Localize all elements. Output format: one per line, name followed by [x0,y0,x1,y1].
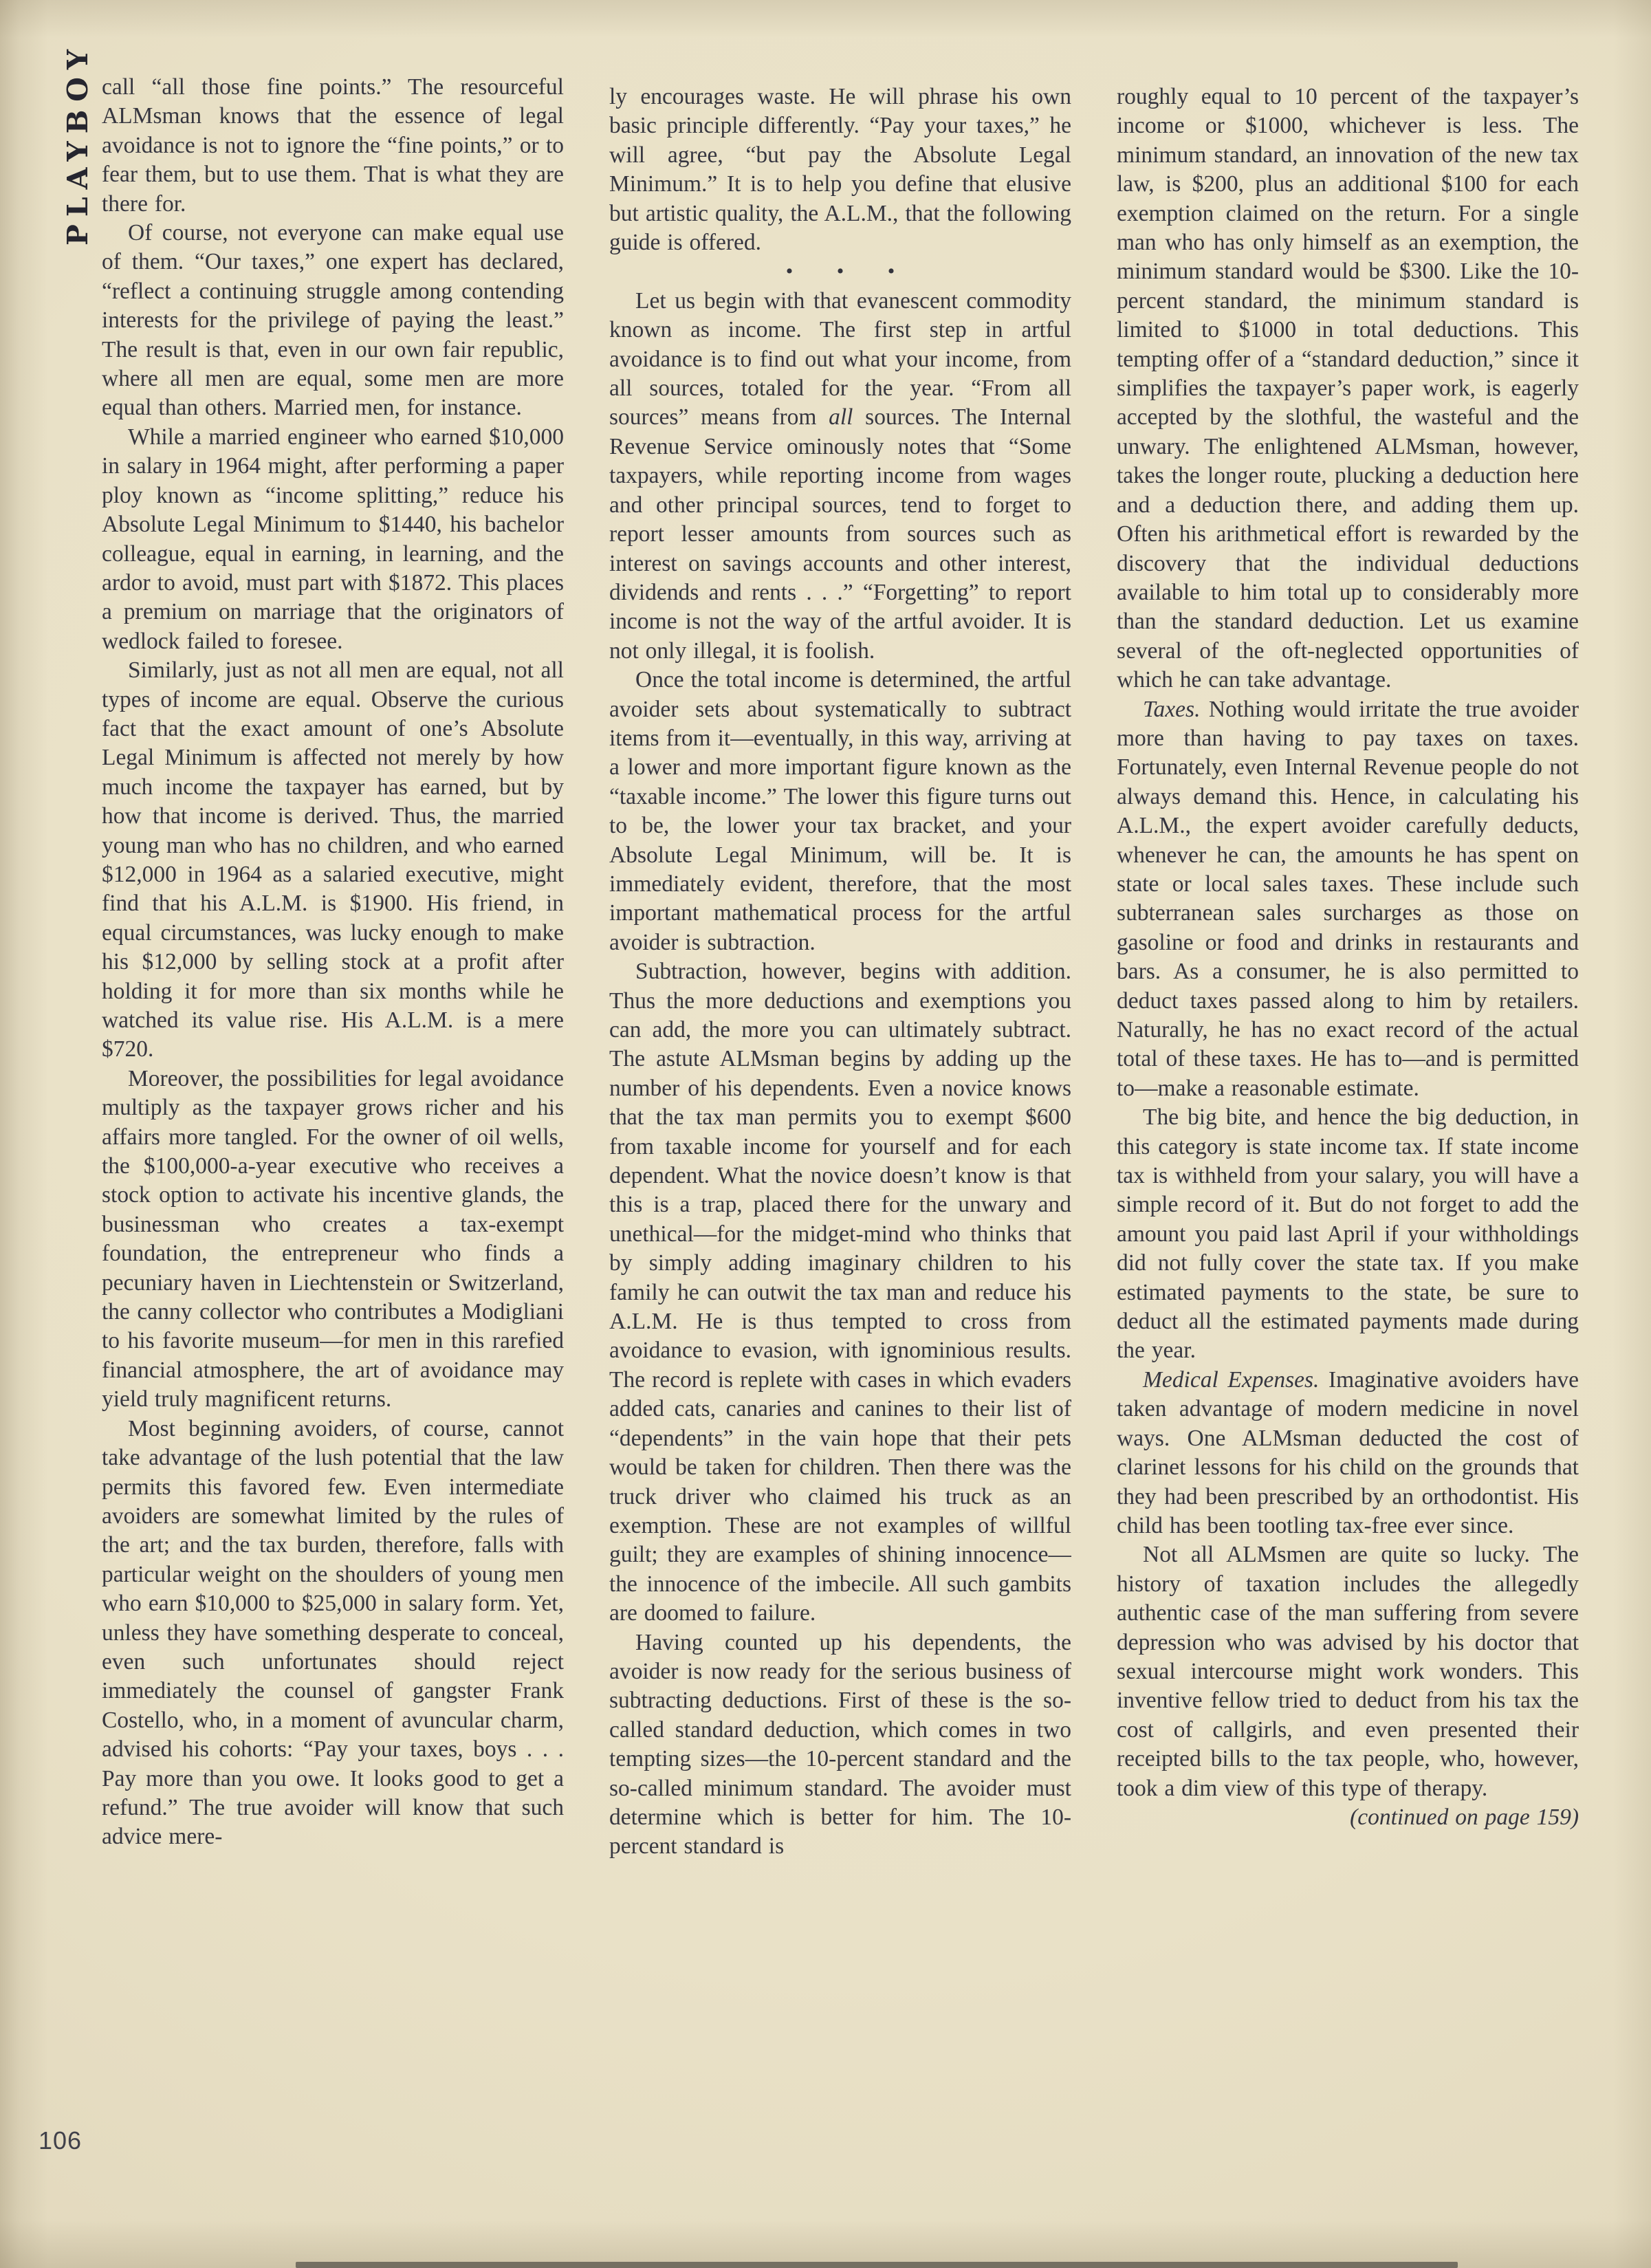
paragraph: call “all those fine points.” The resourceful ALMsman knows that the essence of legal avoidance is not to ignore the “fine points,” or to fear them, but to use them. That is what they are there for. [102,74,564,217]
text-column-left [102,73,564,1852]
paragraph: Of course, not everyone can make equal use of them. “Our taxes,” one expert has declared, “reflect a continuing struggle among contending interests for the privilege of paying the least.” The result is that, even in our own fair republic, where all men are equal, some men are more equal than others. Married men, for instance. [102,220,564,421]
paragraph: Having counted up his dependents, the avoider is now ready for the serious business of subtracting deductions. First of these is the so-called standard deduction, which comes in two tempting sizes—the 10-percent standard and the so-called minimum standard. The avoider must determine which is better for him. The 10-percent standard is [609,1629,1071,1860]
scan-edge-artifact [296,2262,1458,2268]
paragraph: The big bite, and hence the big deduction, in this category is state income tax. If state income tax is withheld from your salary, you will have a simple record of it. But do not forget to add the amount you paid last April if your withholdings did not fully cover the state tax. If you make estimated payments to the state, be sure to deduct all the estimated payments made during the year. [1117,1104,1579,1364]
paragraph: Most beginning avoiders, of course, cannot take advantage of the lush potential that the law permits this favored few. Even intermediate avoiders are somewhat limited by the rules of the art; and the tax burden, therefore, falls with particular weight on the shoulders of young men who earn $10,000 to $25,000 in salary form. Yet, unless they have something desperate to conceal, even such unfortunates should reject immediately the counsel of gangster Frank Costello, who, in a moment of avuncular charm, advised his cohorts: “Pay your taxes, boys . . . Pay more than you owe. It looks good to get a refund.” The true avoider will know that such advice mere- [102,1415,564,1850]
paragraph: roughly equal to 10 percent of the taxpayer’s income or $1000, whichever is less. The minimum standard, an innovation of the new tax law, is $200, plus an additional $100 for each exemption claimed on the return. For a single man who has only himself as an exemption, the minimum standard would be $300. Like the 10-percent standard, the minimum standard is limited to $1000 in total deductions. This tempting offer of a “standard deduction,” since it simplifies the taxpayer’s paper work, is eagerly accepted by the slothful, the wasteful and the unwary. The enlightened ALMsman, however, takes the longer route, plucking a deduction here and a deduction there, and adding them up. Often his arithmetical effort is rewarded by the discovery that the individual deductions available to him total up to considerably more than the standard deduction. Let us examine several of the oft-neglected opportunities of which he can take advantage. [1117,84,1579,693]
text-column-right [1117,83,1579,1832]
paragraph: Once the total income is determined, the artful avoider sets about systematically to subtract items from it—eventually, in this way, arriving at a lower and more important figure known as the “taxable income.” The lower this figure turns out to be, the lower your tax bracket, and your Absolute Legal Minimum, will be. It is immediately evident, therefore, that the most important mathematical process for the artful avoider is subtraction. [609,667,1071,955]
paragraph: Similarly, just as not all men are equal, not all types of income are equal. Observe the curious fact that the exact amount of one’s Absolute Legal Minimum is affected not merely by how much income the taxpayer has earned, but by how that income is derived. Thus, the married young man who has no children, and who earned $12,000 in 1964 as a salaried executive, might find that his A.L.M. is $1900. His friend, in equal circumstances, was lucky enough to make his $12,000 by selling stock at a profit after holding it for more than six months while he watched its value rise. His A.L.M. is a mere $720. [102,657,564,1062]
paragraph: Not all ALMsmen are quite so lucky. The history of taxation includes the allegedly authentic case of the man suffering from severe depression who was advised by his doctor that sexual intercourse might work wonders. This inventive fellow tried to deduct from his tax the cost of callgirls, and even presented their receipted bills to the tax people, who, however, took a dim view of this type of therapy. [1117,1542,1579,1801]
continuation-note: (continued on page 159) [1350,1804,1579,1830]
paragraph: Medical Expenses. Imaginative avoiders have taken advantage of modern medicine in novel ways. One ALMsman deducted the cost of clarinet lessons for his child on the grounds that they had been prescribed by an orthodontist. His child has been tootling tax-free ever since. [1117,1366,1579,1538]
paragraph: Moreover, the possibilities for legal avoidance multiply as the taxpayer grows richer and his affairs more tangled. For the owner of oil wells, the $100,000-a-year executive who receives a stock option to activate his incentive glands, the businessman who creates a tax-exempt foundation, the entrepreneur who finds a pecuniary haven in Liechtenstein or Switzerland, the canny collector who contributes a Modigliani to his favorite museum—for men in this rarefied financial atmosphere, the art of avoidance may yield truly magnificent returns. [102,1065,564,1413]
text-column-middle [609,83,1071,1862]
paragraph: ly encourages waste. He will phrase his own basic principle differently. “Pay your taxes,” he will agree, “but pay the Absolute Legal Minimum.” It is to help you define that elusive but artistic quality, the A.L.M., that the following guide is offered. [609,84,1071,256]
section-separator: • • • [785,260,895,283]
paragraph: Subtraction, however, begins with addition. Thus the more deductions and exemptions you can add, the more you can ultimately subtract. The astute ALMsman begins by adding up the number of his dependents. Even a novice knows that the tax man permits you to exempt $600 from taxable income for yourself and for each dependent. What the novice doesn’t know is that this is a trap, placed there for the unwary and unethical—for the midget-mind who thinks that by simply adding imaginary children to his family he can outwit the tax man and reduce his A.L.M. He is thus tempted to cross from avoidance to evasion, with ignominious results. The record is replete with cases in which evaders added cats, canaries and canines to their list of “dependents” in the vain hope that their pets would be taken for children. Then there was the truck driver who claimed his truck as an exemption. These are not examples of willful guilt; they are examples of shining innocence—the innocence of the imbecile. All such gambits are doomed to failure. [609,959,1071,1626]
paragraph: Let us begin with that evanescent commodity known as income. The first step in artful avoidance is to find out what your income, from all sources, totaled for the year. “From all sources” means from all sources. The Internal Revenue Service ominously notes that “Some taxpayers, while reporting income from wages and other principal sources, tend to forget to report lesser amounts from sources such as interest on savings accounts and other interest, dividends and rents . . .” “Forgetting” to report income is not the way of the artful avoider. It is not only illegal, it is foolish. [609,287,1071,664]
magazine-spine-title: PLAYBOY [61,41,94,246]
paragraph: While a married engineer who earned $10,000 in salary in 1964 might, after performing a paper ploy known as “income splitting,” reduce his Absolute Legal Minimum to $1440, his bachelor colleague, equal in earning, in learning, and the ardor to avoid, must part with $1872. This places a premium on marriage that the originators of wedlock failed to foresee. [102,424,564,654]
paragraph: Taxes. Nothing would irritate the true avoider more than having to pay taxes on taxes. Fortunately, even Internal Revenue people do not always demand this. Hence, in calculating his A.L.M., the expert avoider carefully deducts, whenever he can, the amounts he has spent on state or local sales taxes. These include such subterranean sales surcharges as those on gasoline or food and drinks in restaurants and bars. As a consumer, he is also permitted to deduct taxes passed along to him by retailers. Naturally, he has no exact record of the actual total of these taxes. He has to—and is permitted to—make a reasonable estimate. [1117,696,1579,1101]
page-number: 106 [39,2126,83,2155]
